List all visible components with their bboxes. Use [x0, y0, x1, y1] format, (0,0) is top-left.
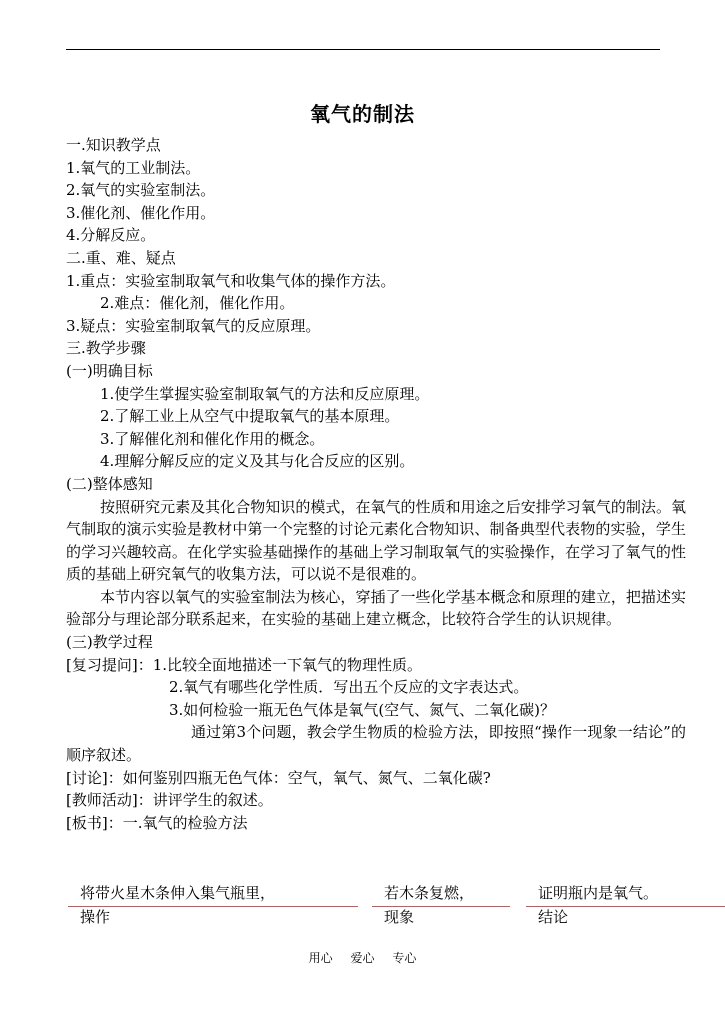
- board-conclusion-cell: [526, 882, 725, 928]
- list-item: 4.理解分解反应的定义及其与化合反应的区别。: [100, 452, 415, 471]
- teacher-activity-line: [教师活动]：讲评学生的叙述。: [66, 791, 273, 810]
- section-heading: 一.知识教学点: [66, 136, 161, 154]
- board-conclusion-label: 结论: [538, 908, 569, 926]
- board-conclusion-text: 证明瓶内是氧气。: [538, 884, 659, 902]
- subsection-heading: (一)明确目标: [66, 361, 153, 380]
- list-item: 1.氧气的工业制法。: [66, 158, 201, 177]
- board-operation-text: 将带火星木条伸入集气瓶里，: [80, 884, 276, 902]
- subsection-heading: (二)整体感知: [66, 474, 153, 493]
- subsection-heading: (三)教学过程: [66, 633, 153, 652]
- board-phenomenon-text: 若木条复燃，: [384, 884, 475, 902]
- board-table: [0, 882, 725, 928]
- footer-text: 用心: [308, 951, 333, 965]
- board-operation-cell: [68, 882, 358, 928]
- list-item: 3.疑点：实验室制取氧气的反应原理。: [66, 316, 321, 335]
- section-heading: 二.重、难、疑点: [66, 248, 176, 267]
- review-question: [复习提问]：1.比较全面地描述一下氧气的物理性质。: [66, 655, 423, 674]
- page-footer: [0, 950, 725, 966]
- section-heading: 三.教学步骤: [66, 339, 146, 358]
- review-question: 2.氧气有哪些化学性质．写出五个反应的文字表达式。: [169, 678, 529, 697]
- list-item: 2.氧气的实验室制法。: [66, 181, 216, 200]
- board-heading: [板书]：一.氧气的检验方法: [66, 813, 248, 832]
- list-item: 4.分解反应。: [66, 226, 156, 245]
- board-phenomenon-cell: [372, 882, 510, 928]
- board-underline: [68, 906, 358, 907]
- board-operation-label: 操作: [80, 908, 111, 926]
- header-rule: [66, 49, 660, 50]
- footer-text: 专心: [392, 951, 417, 965]
- paragraph: 通过第3个问题，教会学生物质的检验方法，即按照“操作一现象一结论”的顺序叙述。: [66, 723, 686, 765]
- document-body: [66, 134, 686, 834]
- paragraph: 本节内容以氧气的实验室制法为核心，穿插了一些化学基本概念和原理的建立，把描述实验部分与理论部分联系起来，在实验的基础上建立概念，比较符合学生的认识规律。: [66, 587, 686, 629]
- list-item: 3.了解催化剂和催化作用的概念。: [100, 429, 325, 448]
- board-phenomenon-label: 现象: [384, 908, 415, 926]
- review-question: 3.如何检验一瓶无色气体是氧气(空气、氮气、二氧化碳)？: [169, 700, 556, 719]
- discussion-line: [讨论]：如何鉴别四瓶无色气体：空气，氧气、氮气、二氧化碳?: [66, 768, 491, 787]
- document-title: 氧气的制法: [310, 102, 415, 126]
- list-item: 2.难点：催化剂，催化作用。: [100, 294, 295, 313]
- footer-text: 爱心: [350, 951, 375, 965]
- list-item: 2.了解工业上从空气中提取氧气的基本原理。: [100, 407, 400, 426]
- list-item: 1.重点：实验室制取氧气和收集气体的操作方法。: [66, 271, 396, 290]
- list-item: 3.催化剂、催化作用。: [66, 203, 216, 222]
- list-item: 1.使学生掌握实验室制取氧气的方法和反应原理。: [100, 384, 430, 403]
- paragraph: 按照研究元素及其化合物知识的模式，在氧气的性质和用途之后安排学习氧气的制法。氧气制取的演示实验是教材中第一个完整的讨论元素化合物知识、制备典型代表物的实验，学生的学习兴趣较高。在化学实验基础操作的基础上学习制取氧气的实验操作，在学习了氧气的性质的基础上研究氧气的收集方法，可以说不是很难的。: [66, 497, 686, 584]
